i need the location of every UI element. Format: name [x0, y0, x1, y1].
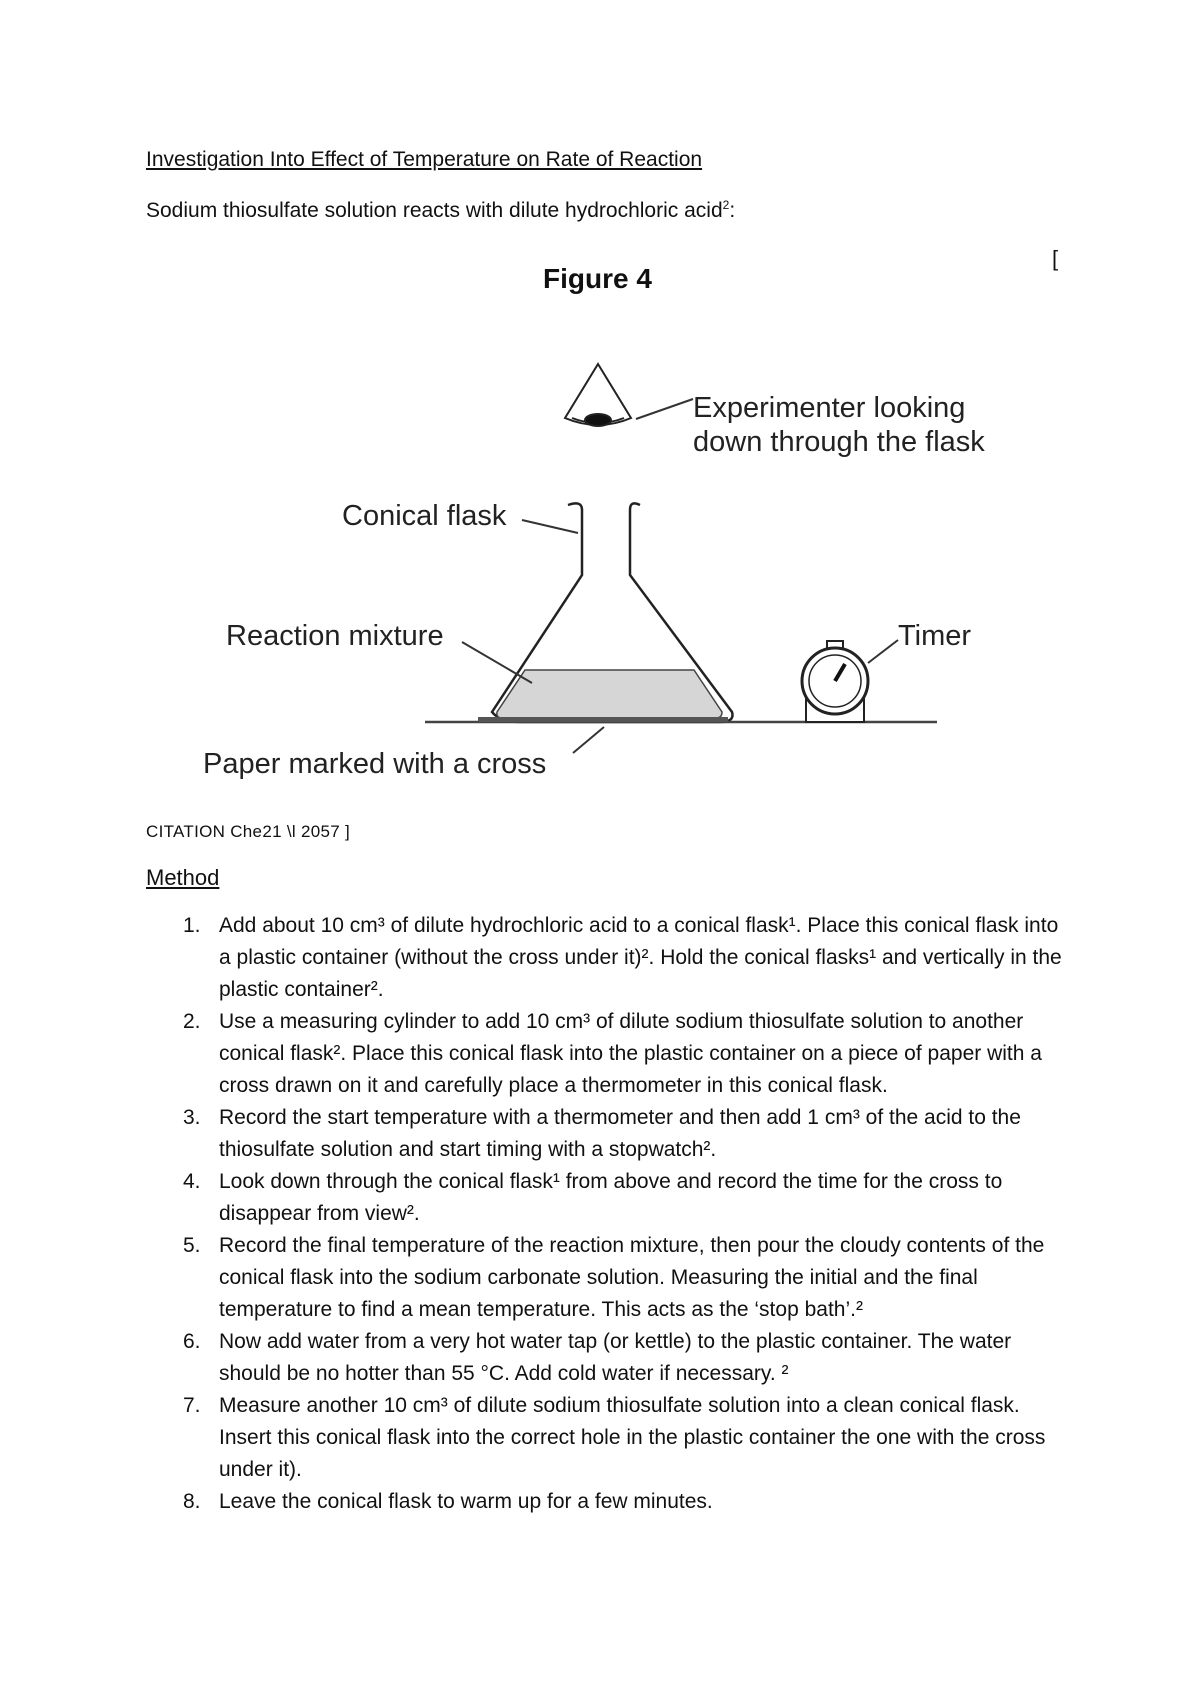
label-experimenter-line1: Experimenter looking	[693, 392, 966, 424]
experimenter-pointer	[636, 399, 693, 419]
step-number: 6.	[183, 1330, 201, 1353]
figure-4	[0, 0, 1200, 800]
label-paper: Paper marked with a cross	[203, 748, 547, 780]
label-timer: Timer	[898, 620, 972, 652]
method-step	[146, 1006, 1066, 1102]
step-number: 3.	[183, 1106, 201, 1129]
label-experimenter-line2: down through the flask	[693, 426, 985, 458]
step-number: 1.	[183, 914, 201, 937]
step-number: 7.	[183, 1394, 201, 1417]
method-step	[146, 1102, 1066, 1166]
method-step	[146, 1390, 1066, 1486]
step-number: 4.	[183, 1170, 201, 1193]
step-number: 8.	[183, 1490, 201, 1513]
label-reaction-mixture: Reaction mixture	[226, 620, 444, 652]
method-step	[146, 1166, 1066, 1230]
conical-flask	[492, 503, 733, 722]
eye-icon	[565, 364, 631, 426]
field-code-bracket: [	[1052, 246, 1059, 271]
method-heading: Method	[146, 865, 220, 890]
method-steps-list	[146, 910, 1066, 1518]
flask-pointer	[522, 520, 578, 533]
method-step	[146, 910, 1066, 1006]
step-text: Look down through the conical flask¹ from above and record the time for the cross to disappear from view².	[219, 1170, 1003, 1225]
step-text: Measure another 10 cm³ of dilute sodium thiosulfate solution into a clean conical flask. Insert this conical flask into the correct hole in the plastic container the one with the cross under it).	[219, 1394, 1046, 1481]
intro-superscript: 2	[722, 198, 730, 212]
step-text: Record the final temperature of the reaction mixture, then pour the cloudy contents of the conical flask into the sodium carbonate solution. Measuring the initial and the final temperature to find a mean temperature. This acts as the ‘stop bath’.²	[219, 1234, 1045, 1321]
step-number: 2.	[183, 1010, 201, 1033]
paper-pointer	[573, 727, 604, 753]
step-text: Use a measuring cylinder to add 10 cm³ of dilute sodium thiosulfate solution to another conical flask². Place this conical flask into the plastic container on a piece of paper with a cross drawn on it and carefully place a thermometer in this conical flask.	[219, 1010, 1042, 1097]
method-step	[146, 1230, 1066, 1326]
intro-sentence	[146, 198, 735, 223]
step-text: Add about 10 cm³ of dilute hydrochloric acid to a conical flask¹. Place this conical flask into a plastic container (without the cross under it)². Hold the conical flasks¹ and vertically in the plastic container².	[219, 914, 1062, 1001]
method-step	[146, 1486, 1066, 1518]
step-text: Now add water from a very hot water tap (or kettle) to the plastic container. The water should be no hotter than 55 °C. Add cold water if necessary. ²	[219, 1330, 1012, 1385]
intro-text: Sodium thiosulfate solution reacts with dilute hydrochloric acid	[146, 199, 723, 222]
mixture-pointer	[462, 642, 532, 683]
step-number: 5.	[183, 1234, 201, 1257]
intro-suffix: :	[729, 199, 736, 222]
timer-icon	[802, 641, 868, 722]
document-title: Investigation Into Effect of Temperature on Rate of Reaction	[146, 148, 703, 171]
figure-diagram	[0, 0, 1200, 800]
method-step	[146, 1326, 1066, 1390]
step-text: Leave the conical flask to warm up for a few minutes.	[219, 1490, 713, 1513]
label-conical-flask: Conical flask	[342, 500, 507, 532]
paper-sheet	[478, 717, 728, 722]
citation-field: CITATION Che21 \l 2057 ]	[146, 822, 351, 841]
timer-pointer	[868, 640, 898, 663]
figure-title: Figure 4	[543, 263, 652, 294]
step-text: Record the start temperature with a thermometer and then add 1 cm³ of the acid to the thiosulfate solution and start timing with a stopwatch².	[219, 1106, 1021, 1161]
